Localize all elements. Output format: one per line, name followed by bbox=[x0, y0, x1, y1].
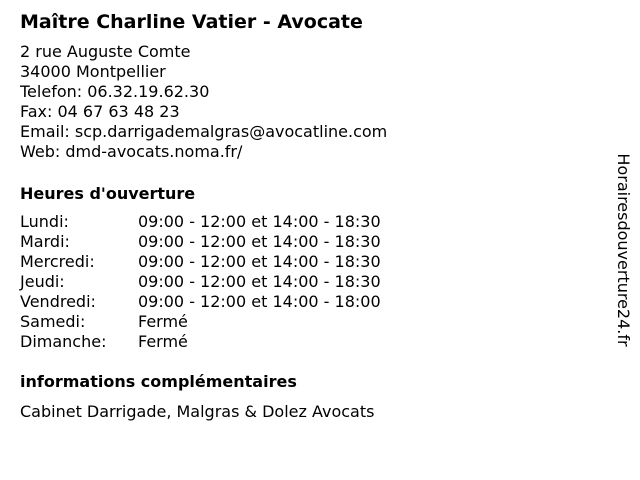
hours-heading: Heures d'ouverture bbox=[20, 184, 196, 203]
day-label: Mardi: bbox=[20, 232, 70, 251]
phone-line: Telefon: 06.32.19.62.30 bbox=[20, 82, 210, 101]
contact-block bbox=[20, 42, 600, 162]
site-watermark: Horairesdouverture24.fr bbox=[614, 153, 633, 347]
hours-row bbox=[20, 292, 381, 312]
day-label: Samedi: bbox=[20, 312, 86, 331]
info-heading: informations complémentaires bbox=[20, 372, 297, 391]
hours-row bbox=[20, 312, 381, 332]
day-hours: 09:00 - 12:00 et 14:00 - 18:30 bbox=[138, 252, 381, 271]
hours-row bbox=[20, 252, 381, 272]
hours-table bbox=[20, 212, 381, 352]
fax-line: Fax: 04 67 63 48 23 bbox=[20, 102, 180, 121]
hours-row bbox=[20, 272, 381, 292]
hours-row bbox=[20, 232, 381, 252]
address-street: 2 rue Auguste Comte bbox=[20, 42, 191, 61]
day-hours: Fermé bbox=[138, 332, 188, 351]
day-hours: Fermé bbox=[138, 312, 188, 331]
day-label: Jeudi: bbox=[20, 272, 65, 291]
day-hours: 09:00 - 12:00 et 14:00 - 18:30 bbox=[138, 212, 381, 231]
address-city: 34000 Montpellier bbox=[20, 62, 166, 81]
day-hours: 09:00 - 12:00 et 14:00 - 18:30 bbox=[138, 272, 381, 291]
day-hours: 09:00 - 12:00 et 14:00 - 18:00 bbox=[138, 292, 381, 311]
day-hours: 09:00 - 12:00 et 14:00 - 18:30 bbox=[138, 232, 381, 251]
hours-row bbox=[20, 212, 381, 232]
day-label: Dimanche: bbox=[20, 332, 107, 351]
business-card bbox=[20, 10, 600, 422]
hours-row bbox=[20, 332, 381, 352]
day-label: Vendredi: bbox=[20, 292, 96, 311]
web-line: Web: dmd-avocats.noma.fr/ bbox=[20, 142, 243, 161]
day-label: Lundi: bbox=[20, 212, 69, 231]
email-line: Email: scp.darrigademalgras@avocatline.com bbox=[20, 122, 388, 141]
info-text: Cabinet Darrigade, Malgras & Dolez Avocats bbox=[20, 402, 375, 421]
day-label: Mercredi: bbox=[20, 252, 95, 271]
page-title: Maître Charline Vatier - Avocate bbox=[20, 11, 363, 33]
